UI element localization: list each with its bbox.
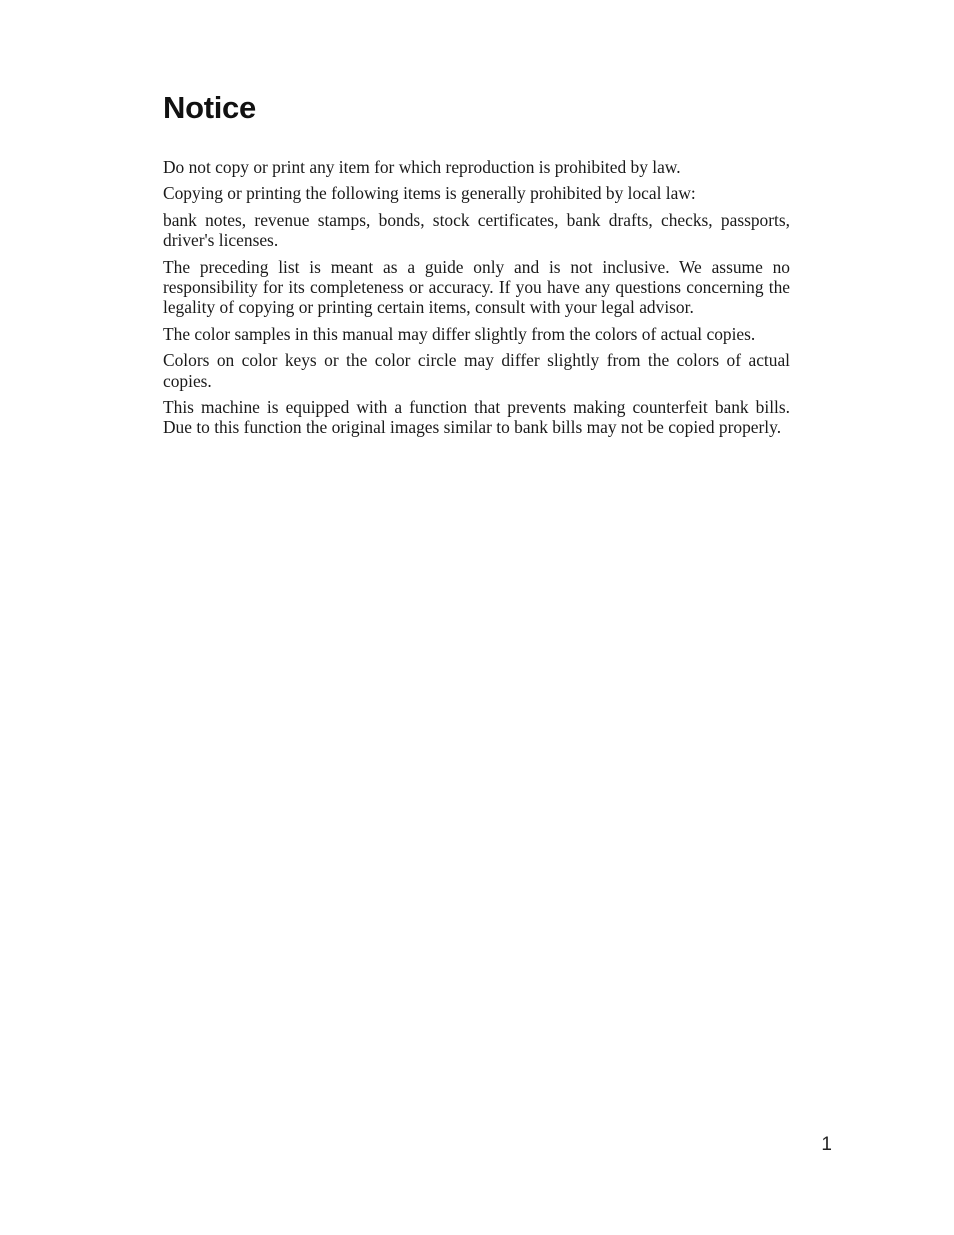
paragraph-color-samples: The color samples in this manual may differ slightly from the colors of actual copies. xyxy=(163,323,756,344)
page-number: 1 xyxy=(821,1134,832,1155)
paragraph-prohibited-items-intro: Copying or printing the following items is generally prohibited by local law: xyxy=(163,183,696,204)
paragraph-prohibited-items-list: bank notes, revenue stamps, bonds, stock certificates, bank drafts, checks, passports, driver's licenses. xyxy=(163,209,790,251)
paragraph-counterfeit-prevention: This machine is equipped with a function that prevents making counterfeit bank bills. Due to this function the original images similar to bank bills may not be copied properly. xyxy=(163,397,790,438)
paragraph-color-keys: Colors on color keys or the color circle may differ slightly from the colors of actual copies. xyxy=(163,350,790,391)
paragraph-reproduction-prohibited: Do not copy or print any item for which reproduction is prohibited by law. xyxy=(163,157,681,177)
paragraph-liability-disclaimer: The preceding list is meant as a guide only and is not inclusive. We assume no responsibility for its completeness or accuracy. If you have any questions concerning the legality of copying or printing certain items, consult with your legal advisor. xyxy=(163,256,790,318)
notice-body xyxy=(163,157,790,444)
page-title: Notice xyxy=(163,90,256,125)
